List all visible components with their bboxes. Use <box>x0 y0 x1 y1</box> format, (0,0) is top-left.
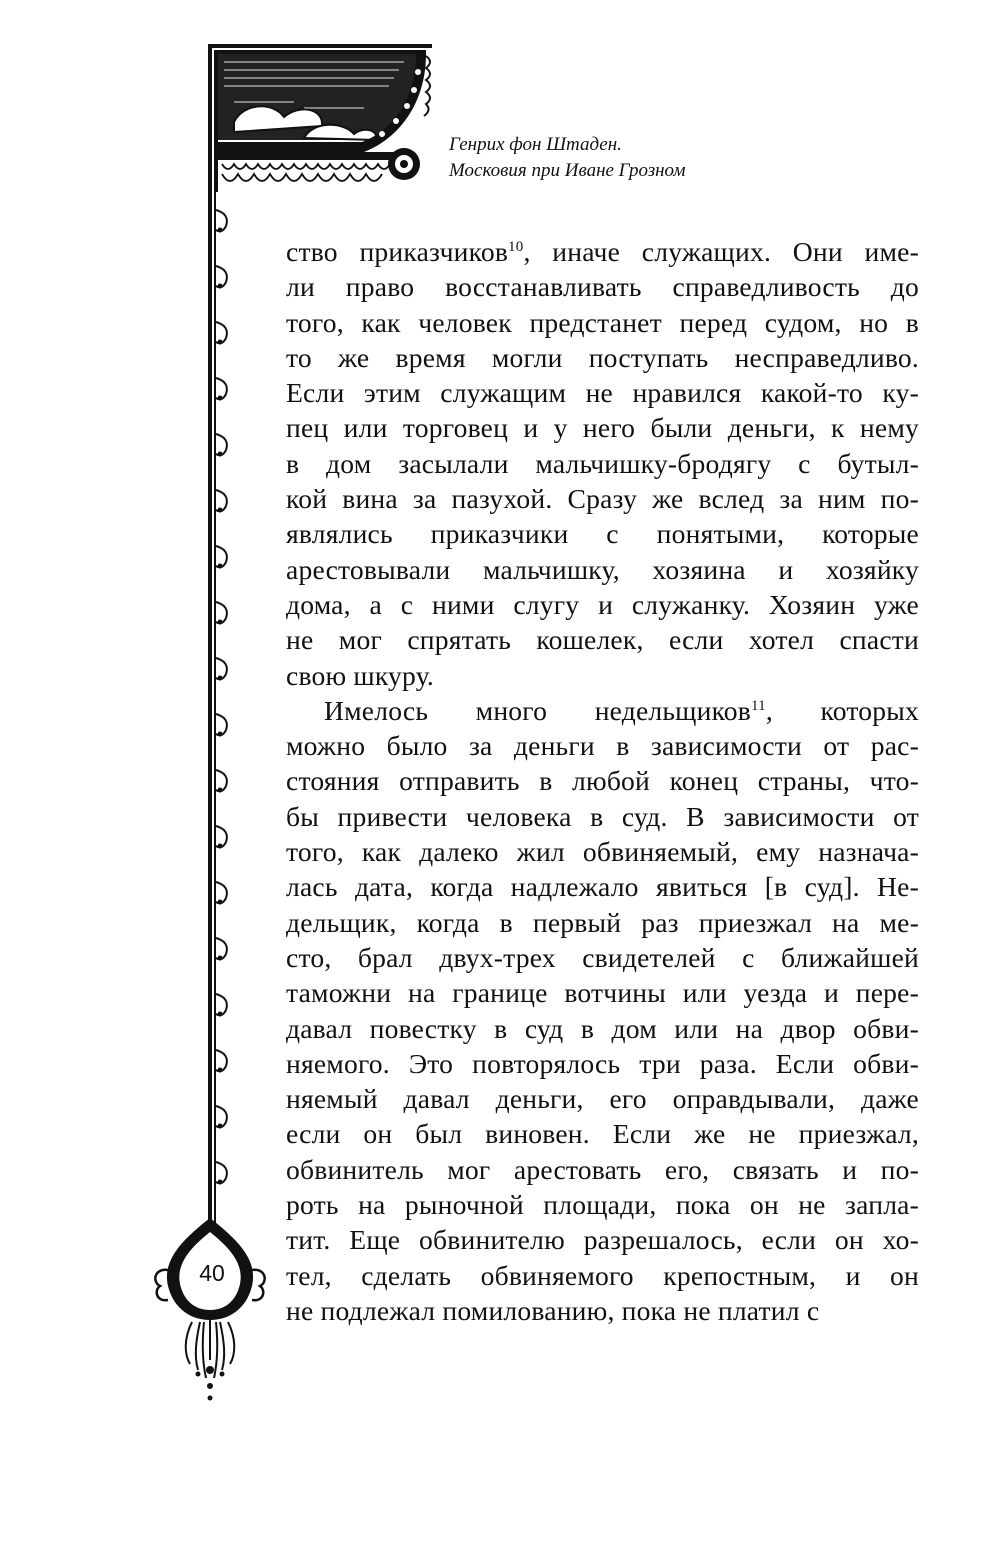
text-line: няемый давал деньги, его оправдывали, даже <box>286 1083 919 1115</box>
running-head <box>449 132 685 184</box>
text-line: не мог спрятать кошелек, если хотел спасти <box>286 624 919 656</box>
text-line: роть на рыночной площади, пока он не запла- <box>286 1189 919 1221</box>
text-line: дома, а с ними слугу и служанку. Хозяин уже <box>286 588 919 620</box>
text-line: того, как человек предстанет перед судом, но в <box>286 306 919 338</box>
text-line: Имелось много недельщиков$^{11}$, которых <box>324 694 919 726</box>
text-line: давал повестку в суд в дом или на двор обви- <box>286 1012 919 1044</box>
footnote-ref: 10 <box>508 239 524 255</box>
text-line: Если этим служащим не нравился какой-то ку- <box>286 377 919 409</box>
text-line: няемого. Это повторялось три раза. Если обви- <box>286 1047 919 1079</box>
text-line: являлись приказчики с понятыми, которые <box>286 518 919 550</box>
text-line: бы привести человека в суд. В зависимости от <box>286 800 919 832</box>
text-line: свою шкуру. <box>286 659 435 691</box>
text-line: то же время могли поступать несправедливо. <box>286 341 919 373</box>
paragraph <box>286 693 919 1328</box>
text-line: можно было за деньги в зависимости от рас- <box>286 730 919 762</box>
text-line: сто, брал двух-трех свидетелей с ближайшей <box>286 941 919 973</box>
text-line: таможни на границе вотчины или уезда и пере- <box>286 977 919 1009</box>
text-line: в дом засылали мальчишку-бродягу с бутыл- <box>286 447 919 479</box>
footnote-ref: 11 <box>751 697 766 714</box>
running-head-title: Московия при Иване Грозном <box>449 160 686 181</box>
text-line: ли право восстанавливать справедливость до <box>286 271 919 303</box>
text-line: не подлежал помилованию, пока не платил с <box>286 1294 820 1326</box>
header-ornament <box>204 42 436 192</box>
page-number-ornament <box>150 1210 270 1406</box>
side-border-ornament <box>204 190 244 1250</box>
paragraph <box>286 234 919 693</box>
text-line: тел, сделать обвиняемого крепостным, и он <box>286 1259 919 1291</box>
text-line: арестовывали мальчишку, хозяина и хозяйку <box>286 553 919 585</box>
text-line: если он был виновен. Если же не приезжал, <box>286 1118 919 1150</box>
text-line: лась дата, когда надлежало явиться [в суд]. Не- <box>286 871 919 903</box>
text-line: стояния отправить в любой конец страны, что- <box>286 765 919 797</box>
text-line: того, как далеко жил обвиняемый, ему назнача- <box>286 836 919 868</box>
text-line: пец или торговец и у него были деньги, к нему <box>286 412 919 444</box>
text-line: обвинитель мог арестовать его, связать и по- <box>286 1153 919 1185</box>
text-line: дельщик, когда в первый раз приезжал на ме- <box>286 906 919 938</box>
body-text <box>286 234 919 1328</box>
text-line: ство приказчиков$^{10}$, иначе служащих. Они име- <box>286 236 919 267</box>
running-head-author: Генрих фон Штаден. <box>449 134 622 155</box>
page-number: 40 <box>199 1260 225 1286</box>
text-line: тит. Еще обвинителю разрешалось, если он хо- <box>286 1224 919 1256</box>
text-line: кой вина за пазухой. Сразу же вслед за ним по- <box>286 483 919 515</box>
